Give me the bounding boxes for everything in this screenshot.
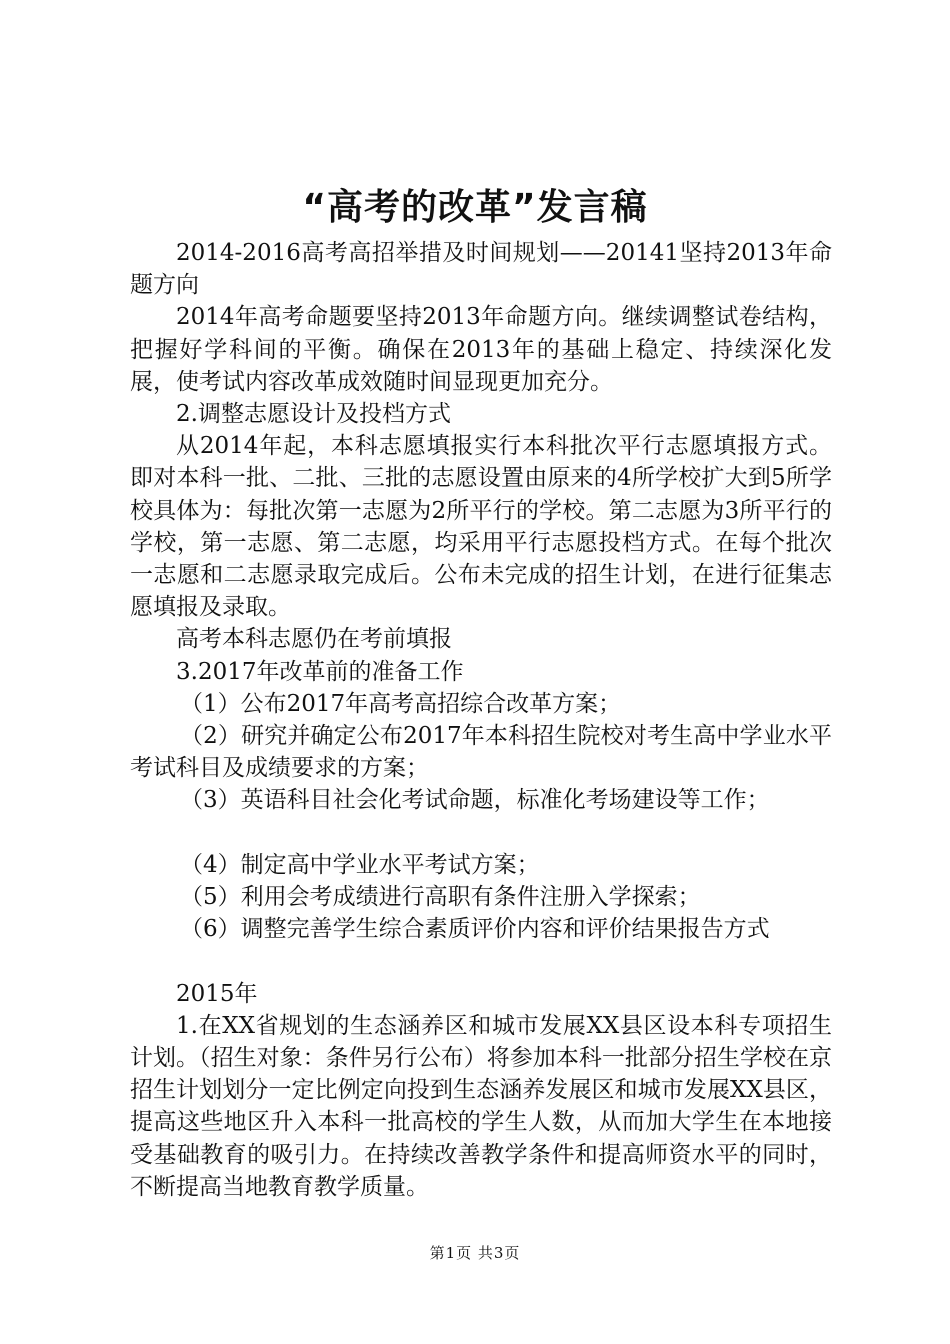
list-item-4: （4）制定高中学业水平考试方案； (180, 851, 540, 878)
list-item-5: （5）利用会考成绩进行高职有条件注册入学探索； (180, 884, 701, 911)
paragraph-plan-heading: 2014-2016高考高招举措及时间规划——20141坚持2013年命题方向 (130, 240, 832, 299)
page-footer: 第1页 共3页 (429, 1244, 521, 1262)
document-body (130, 237, 832, 1203)
list-item-1: （1）公布2017年高考高招综合改革方案； (180, 690, 622, 717)
paragraph-pre-exam-filling: 高考本科志愿仍在考前填报 (176, 626, 452, 653)
paragraph-2014-direction: 2014年高考命题要坚持2013年命题方向。继续调整试卷结构，把握好学科间的平衡。确保在2013年的基础上稳定、持续深化发展，使考试内容改革成效随时间显现更加充分。 (130, 304, 832, 395)
paragraph-item-2-heading: 2.调整志愿设计及投档方式 (176, 401, 451, 428)
document-title: “高考的改革”发言稿 (302, 187, 648, 228)
list-item-2: （2）研究并确定公布2017年本科招生院校对考生高中学业水平考试科目及成绩要求的方案； (130, 723, 832, 782)
paragraph-volunteer-method: 从2014年起，本科志愿填报实行本科批次平行志愿填报方式。即对本科一批、二批、三批的志愿设置由原来的4所学校扩大到5所学校具体为：每批次第一志愿为2所平行的学校。第二志愿为3所平行的学校，第一志愿、第二志愿，均采用平行志愿投档方式。在每个批次一志愿和二志愿录取完成后。公布未完成的招生计划，在进行征集志愿填报及录取。 (130, 433, 832, 621)
blank-line (130, 817, 832, 849)
paragraph-year-2015: 2015年 (176, 980, 258, 1007)
list-item-6: （6）调整完善学生综合素质评价内容和评价结果报告方式 (180, 916, 770, 943)
blank-line (130, 945, 832, 977)
list-item-3: （3）英语科目社会化考试命题，标准化考场建设等工作； (180, 787, 770, 814)
paragraph-2015-plan: 1.在XX省规划的生态涵养区和城市发展XX县区设本科专项招生计划。（招生对象：条件另行公布）将参加本科一批部分招生学校在京招生计划划分一定比例定向投到生态涵养发展区和城市发展XX县区，提高这些地区升入本科一批高校的学生人数，从而加大学生在本地接受基础教育的吸引力。在持续改善教学条件和提高师资水平的同时，不断提高当地教育教学质量。 (130, 1012, 832, 1200)
paragraph-item-3-heading: 3.2017年改革前的准备工作 (176, 658, 464, 685)
